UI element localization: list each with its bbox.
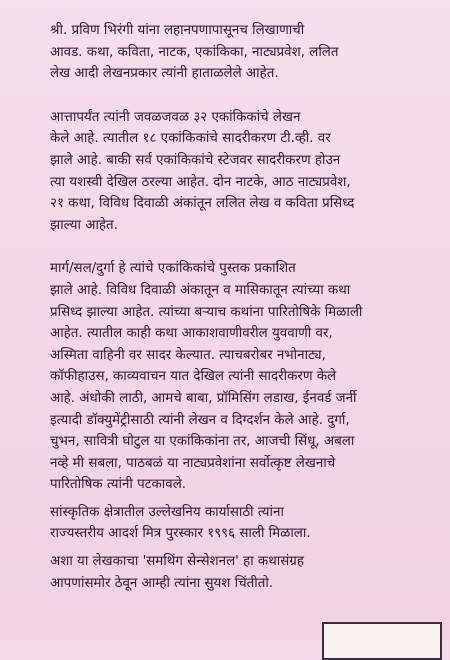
text-line: इत्यादी डॉक्युमेंट्रीसाठी त्यांनी लेखन व दिग्दर्शन केले आहे. दुर्गा, (50, 412, 350, 428)
text-line: झाल्या आहेत. (50, 217, 118, 233)
text-line: झाले आहे. बाकी सर्व एकांकिकांचे स्टेजवर सादरीकरण होउन (50, 152, 341, 168)
paragraph-gap (12, 236, 438, 258)
text-line: आपणांसमोर ठेवून आम्ही त्यांना सुयश चिंतीतो. (50, 575, 274, 591)
text-line: राज्यस्तरीय आदर्श मित्र पुरस्कार १९९६ साली मिळाला. (50, 526, 311, 542)
paragraph-award (12, 502, 438, 545)
text-line: मार्ग/सल/दुर्गा हे त्यांचे एकांकिकांचे पुस्तक प्रकाशित (50, 261, 296, 277)
text-line: नव्हे मी सबला, पाठबळं या नाट्यप्रवेशांना सर्वोत्कृष्ट लेखनाचे (50, 455, 336, 471)
text-line: कॉफीहाउस, काव्यवाचन यात देखिल त्यांनी सादरीकरण केले (50, 369, 337, 385)
paragraph-publications (12, 258, 438, 496)
text-line: श्री. प्रविण भिरंगी यांना लहानपणापासूनच लिखाणाची (50, 23, 305, 38)
text-line: २१ कथा, विविध दिवाळी अंकांतून ललित लेख व कविता प्रसिध्द (50, 196, 355, 212)
corner-frame (322, 622, 442, 660)
text-line: अस्मिता वाहिनी वर सादर केल्यात. त्याचबरोबर नभोनाट्य, (50, 347, 326, 363)
paragraph-works (12, 107, 438, 237)
paragraph-closing (12, 551, 438, 594)
text-line: त्या यशस्वी देखिल ठरल्या आहेत. दोन नाटके, आठ नाट्यप्रवेश, (50, 174, 351, 190)
text-line: चुभन, सावित्री घोटुल या एकांकिकांना तर, आजची सिंधू, अबला (50, 434, 355, 450)
paragraph-intro (12, 20, 438, 85)
text-line: पारितोषिक त्यांनी पटकावले. (50, 477, 187, 493)
text-line: केले आहे. त्यातील १८ एकांकिकांचे सादरीकरण टी.व्ही. वर (50, 131, 331, 147)
paragraph-gap (12, 85, 438, 107)
text-line: लेख आदी लेखनप्रकार त्यांनी हाताळलेले आहेत. (50, 66, 279, 82)
text-line: प्रसिध्द झाल्या आहेत. त्यांच्या बऱ्याच कथांना पारितोषिके मिळाली (50, 304, 363, 320)
text-line: आत्तापर्यंत त्यांनी जवळजवळ ३२ एकांकिकांचे लेखन (50, 109, 301, 125)
text-line: सांस्कृतिक क्षेत्रातील उल्लेखनिय कार्यासाठी त्यांना (50, 504, 284, 520)
text-line: झाले आहे. विविध दिवाळी अंकातून व मासिकातून त्यांच्या कथा (50, 282, 351, 298)
text-line: अशा या लेखकाचा 'समथिंग सेन्सेशनल' हा कथासंग्रह (50, 554, 304, 570)
text-line: आवड. कथा, कविता, नाटक, एकांकिका, नाट्यप्रवेश, ललित (50, 44, 339, 60)
text-line: आहेत. त्यातील काही कथा आकाशवाणीवरील युववाणी वर, (50, 326, 333, 342)
text-line: आहे. अंधोकी लाठी, आमचे बाबा, प्रॉमिसिंग लडाख, ईनवर्ड जर्नी (50, 390, 357, 406)
